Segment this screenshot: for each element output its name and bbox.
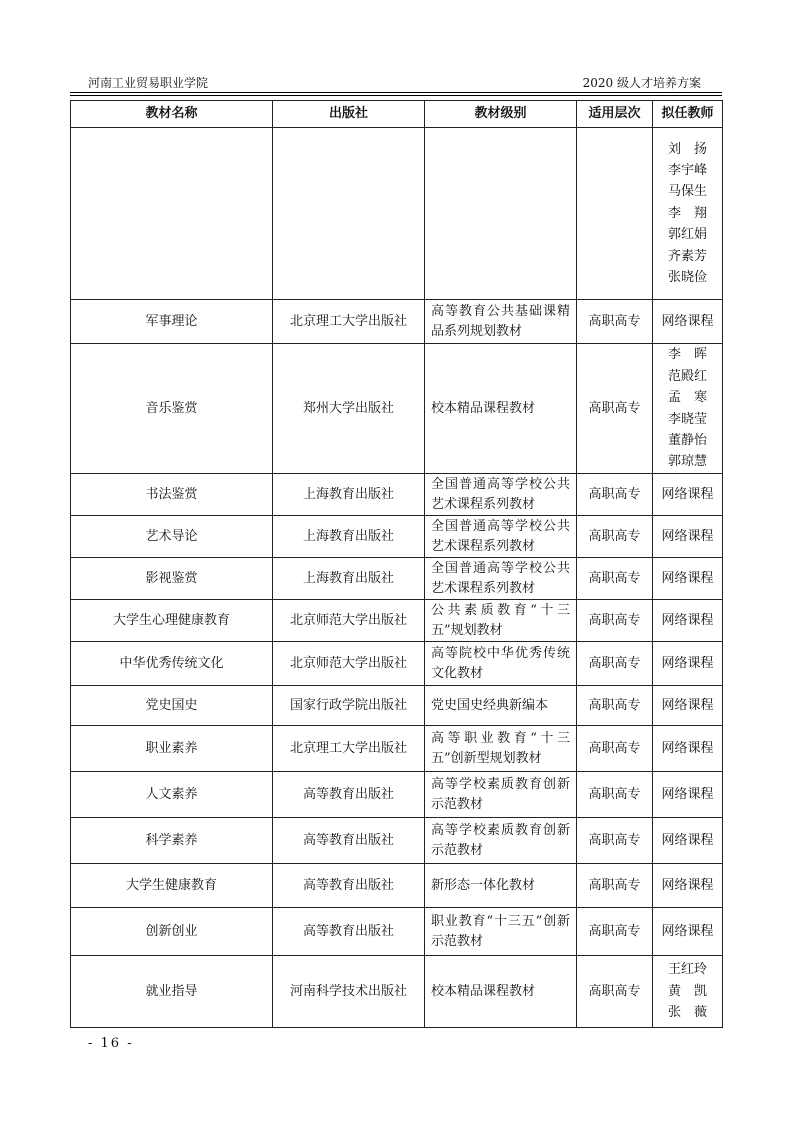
cell-textbook-level: 党史国史经典新编本: [425, 686, 577, 726]
teacher-name: 李 翔: [667, 205, 707, 221]
cell-applicable-tier: 高职高专: [577, 908, 653, 956]
cell-textbook-level: 全国普通高等学校公共艺术课程系列教材: [425, 558, 577, 600]
col-header-publisher: 出版社: [273, 101, 425, 128]
cell-publisher: [273, 128, 425, 300]
cell-applicable-tier: 高职高专: [577, 956, 653, 1028]
cell-applicable-tier: 高职高专: [577, 726, 653, 772]
cell-applicable-tier: 高职高专: [577, 818, 653, 864]
cell-textbook-name: 音乐鉴赏: [71, 344, 273, 474]
teacher-name: 李晓莹: [667, 411, 707, 427]
table-row: [71, 956, 723, 1028]
teacher-list: [661, 695, 713, 716]
cell-textbook-name: [71, 128, 273, 300]
cell-publisher: 上海教育出版社: [273, 516, 425, 558]
cell-textbook-name: 艺术导论: [71, 516, 273, 558]
cell-teachers: [653, 818, 723, 864]
teacher-list: [661, 921, 713, 942]
cell-textbook-name: 影视鉴赏: [71, 558, 273, 600]
cell-textbook-level: 全国普通高等学校公共艺术课程系列教材: [425, 474, 577, 516]
table-row: [71, 600, 723, 642]
teacher-list: [668, 959, 707, 1023]
cell-publisher: 上海教育出版社: [273, 558, 425, 600]
table-row: [71, 474, 723, 516]
cell-publisher: 河南科学技术出版社: [273, 956, 425, 1028]
cell-publisher: 北京理工大学出版社: [273, 300, 425, 344]
teacher-list: [661, 568, 713, 589]
cell-applicable-tier: 高职高专: [577, 558, 653, 600]
cell-applicable-tier: 高职高专: [577, 686, 653, 726]
cell-publisher: 高等教育出版社: [273, 772, 425, 818]
teacher-name: 网络课程: [661, 877, 714, 893]
cell-textbook-level: 校本精品课程教材: [425, 956, 577, 1028]
cell-publisher: 北京师范大学出版社: [273, 600, 425, 642]
cell-publisher: 高等教育出版社: [273, 818, 425, 864]
cell-textbook-level: 职业教育“十三五”创新示范教材: [425, 908, 577, 956]
cell-textbook-name: 中华优秀传统文化: [71, 642, 273, 686]
cell-teachers: [653, 726, 723, 772]
cell-teachers: [653, 772, 723, 818]
teacher-list: [661, 653, 713, 674]
cell-textbook-name: 人文素养: [71, 772, 273, 818]
cell-applicable-tier: 高职高专: [577, 300, 653, 344]
table-row: [71, 128, 723, 300]
teacher-name: 网络课程: [661, 786, 714, 802]
table-row: [71, 686, 723, 726]
cell-textbook-level: [425, 128, 577, 300]
cell-textbook-level: 全国普通高等学校公共艺术课程系列教材: [425, 516, 577, 558]
table-header-row: [71, 101, 723, 128]
col-header-textbook-level: 教材级别: [425, 101, 577, 128]
cell-teachers: [653, 474, 723, 516]
header-rule-thin: [70, 95, 722, 96]
teacher-name: 马保生: [667, 184, 707, 200]
header-institution: 河南工业贸易职业学院: [88, 76, 209, 90]
cell-teachers: [653, 600, 723, 642]
cell-teachers: [653, 686, 723, 726]
teacher-name: 郭琼慧: [667, 454, 707, 470]
teacher-list: [661, 830, 713, 851]
teacher-name: 网络课程: [661, 655, 714, 671]
cell-teachers: [653, 300, 723, 344]
cell-teachers: [653, 344, 723, 474]
teacher-list: [668, 139, 707, 289]
cell-textbook-name: 科学素养: [71, 818, 273, 864]
cell-teachers: [653, 642, 723, 686]
cell-textbook-level: 高等教育公共基础课精品系列规划教材: [425, 300, 577, 344]
header-plan: 2020 级人才培养方案: [582, 76, 701, 90]
table-row: [71, 908, 723, 956]
header-rule: [70, 92, 722, 93]
table-row: [71, 300, 723, 344]
teacher-name: 网络课程: [661, 570, 714, 586]
cell-teachers: [653, 956, 723, 1028]
cell-textbook-level: 高等学校素质教育创新示范教材: [425, 772, 577, 818]
table-row: [71, 344, 723, 474]
cell-textbook-name: 军事理论: [71, 300, 273, 344]
teacher-name: 网络课程: [661, 923, 714, 939]
cell-applicable-tier: 高职高专: [577, 344, 653, 474]
teacher-name: 张晓俭: [667, 270, 707, 286]
textbook-table: [70, 100, 723, 1028]
teacher-name: 郭红娟: [667, 227, 707, 243]
cell-textbook-name: 大学生心理健康教育: [71, 600, 273, 642]
cell-applicable-tier: [577, 128, 653, 300]
teacher-name: 网络课程: [661, 832, 714, 848]
cell-textbook-level: 高等学校素质教育创新示范教材: [425, 818, 577, 864]
teacher-list: [661, 311, 713, 332]
cell-textbook-level: 高等院校中华优秀传统文化教材: [425, 642, 577, 686]
table-row: [71, 516, 723, 558]
teacher-list: [661, 484, 713, 505]
cell-publisher: 高等教育出版社: [273, 864, 425, 908]
teacher-name: 齐素芳: [667, 248, 707, 264]
teacher-name: 张 薇: [667, 1005, 707, 1021]
teacher-name: 范殿红: [667, 368, 707, 384]
cell-publisher: 北京理工大学出版社: [273, 726, 425, 772]
table-row: [71, 558, 723, 600]
teacher-list: [661, 875, 713, 896]
col-header-textbook-name: 教材名称: [71, 101, 273, 128]
cell-publisher: 高等教育出版社: [273, 908, 425, 956]
cell-teachers: [653, 516, 723, 558]
teacher-list: [661, 526, 713, 547]
cell-textbook-name: 职业素养: [71, 726, 273, 772]
teacher-list: [661, 784, 713, 805]
table-row: [71, 818, 723, 864]
teacher-name: 网络课程: [661, 612, 714, 628]
teacher-name: 刘 扬: [667, 141, 707, 157]
cell-applicable-tier: 高职高专: [577, 772, 653, 818]
table-row: [71, 726, 723, 772]
teacher-list: [661, 610, 713, 631]
table-row: [71, 864, 723, 908]
cell-textbook-name: 大学生健康教育: [71, 864, 273, 908]
col-header-teachers: 拟任教师: [653, 101, 723, 128]
teacher-list: [661, 738, 713, 759]
teacher-name: 网络课程: [661, 528, 714, 544]
teacher-name: 网络课程: [661, 740, 714, 756]
cell-teachers: [653, 128, 723, 300]
teacher-name: 网络课程: [661, 313, 714, 329]
teacher-name: 王红玲: [667, 962, 707, 978]
cell-textbook-name: 书法鉴赏: [71, 474, 273, 516]
page-number: - 16 -: [88, 1036, 134, 1051]
teacher-name: 李 晖: [667, 347, 707, 363]
cell-publisher: 国家行政学院出版社: [273, 686, 425, 726]
cell-teachers: [653, 908, 723, 956]
cell-publisher: 郑州大学出版社: [273, 344, 425, 474]
cell-applicable-tier: 高职高专: [577, 864, 653, 908]
teacher-list: [668, 344, 707, 472]
cell-textbook-name: 创新创业: [71, 908, 273, 956]
cell-textbook-name: 就业指导: [71, 956, 273, 1028]
cell-textbook-level: 校本精品课程教材: [425, 344, 577, 474]
cell-teachers: [653, 558, 723, 600]
cell-textbook-level: 高等职业教育“十三五”创新型规划教材: [425, 726, 577, 772]
teacher-name: 网络课程: [661, 697, 714, 713]
cell-teachers: [653, 864, 723, 908]
cell-applicable-tier: 高职高专: [577, 516, 653, 558]
teacher-name: 孟 寒: [667, 390, 707, 406]
teacher-name: 李宇峰: [667, 162, 707, 178]
cell-applicable-tier: 高职高专: [577, 642, 653, 686]
cell-textbook-level: 公共素质教育“十三五”规划教材: [425, 600, 577, 642]
cell-publisher: 上海教育出版社: [273, 474, 425, 516]
col-header-applicable-tier: 适用层次: [577, 101, 653, 128]
table-row: [71, 642, 723, 686]
table-row: [71, 772, 723, 818]
teacher-name: 黄 凯: [667, 983, 707, 999]
teacher-name: 网络课程: [661, 486, 714, 502]
cell-applicable-tier: 高职高专: [577, 600, 653, 642]
cell-textbook-level: 新形态一体化教材: [425, 864, 577, 908]
cell-applicable-tier: 高职高专: [577, 474, 653, 516]
cell-publisher: 北京师范大学出版社: [273, 642, 425, 686]
table-body: [71, 128, 723, 1028]
teacher-name: 董静怡: [667, 432, 707, 448]
cell-textbook-name: 党史国史: [71, 686, 273, 726]
